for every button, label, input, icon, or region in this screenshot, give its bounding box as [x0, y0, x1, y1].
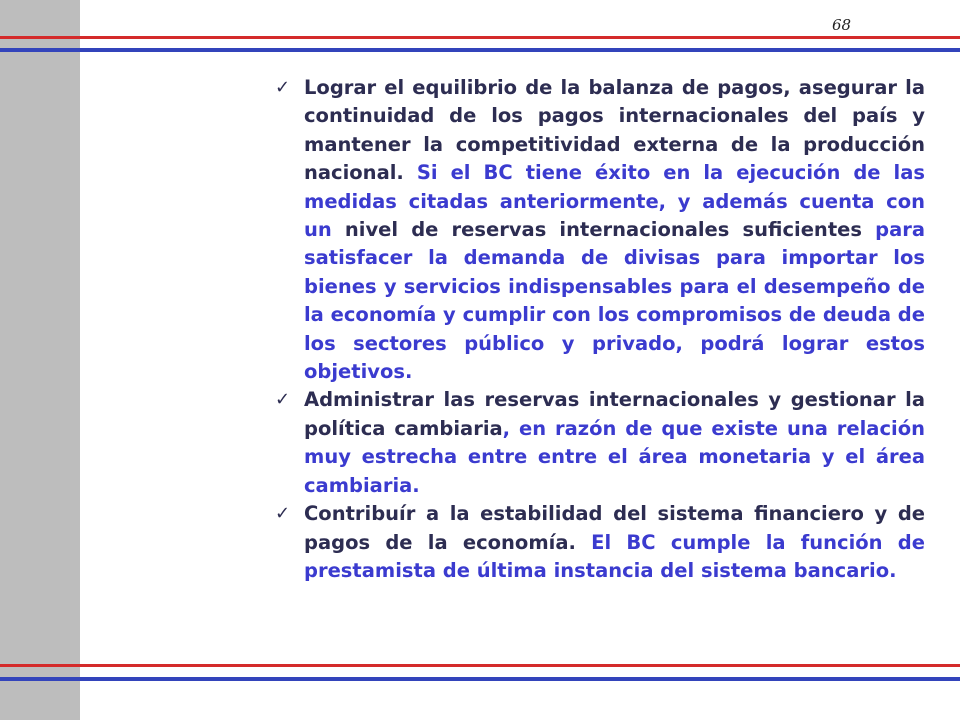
bullet-text-segment: nivel de reservas internacionales suficientes	[344, 218, 862, 242]
check-icon: ✓	[275, 503, 291, 525]
bullet-text-segment: Administrar las reservas internacionales y gestionar la política cambiaria	[304, 388, 925, 440]
bullet-text-segment: , en razón de que existe una relación muy estrecha entre entre el área monetaria y el área cambiaria.	[304, 416, 925, 497]
bullet-item	[275, 74, 925, 386]
bullet-text-segment: Si el BC tiene éxito en la ejecución de las medidas citadas anteriormente, y además cuenta con un	[304, 161, 925, 242]
top-blue-rule	[0, 48, 960, 52]
bullet-text-segment: Lograr el equilibrio de la balanza de pagos, asegurar la continuidad de los pagos internacionales del país y mantener la competitividad externa de la producción nacional.	[304, 76, 925, 185]
bottom-blue-rule	[0, 677, 960, 681]
bullet-item	[275, 500, 925, 585]
bullet-text-segment: para satisfacer la demanda de divisas para importar los bienes y servicios indispensables para el desempeño de la economía y cumplir con los compromisos de deuda de los sectores público y privado, podrá lograr estos objetivos.	[304, 218, 926, 384]
bottom-red-rule	[0, 664, 960, 667]
left-side-bar	[0, 0, 80, 720]
bullet-text-segment: El BC cumple la función de prestamista de última instancia del sistema bancario.	[304, 530, 925, 582]
check-icon: ✓	[275, 389, 291, 411]
bullet-item	[275, 386, 925, 500]
bullet-list	[275, 74, 925, 585]
top-red-rule	[0, 36, 960, 39]
bullet-text-segment: Contribuír a la estabilidad del sistema financiero y de pagos de la economía.	[304, 502, 925, 554]
page-number: 68	[832, 16, 852, 34]
check-icon: ✓	[275, 77, 291, 98]
